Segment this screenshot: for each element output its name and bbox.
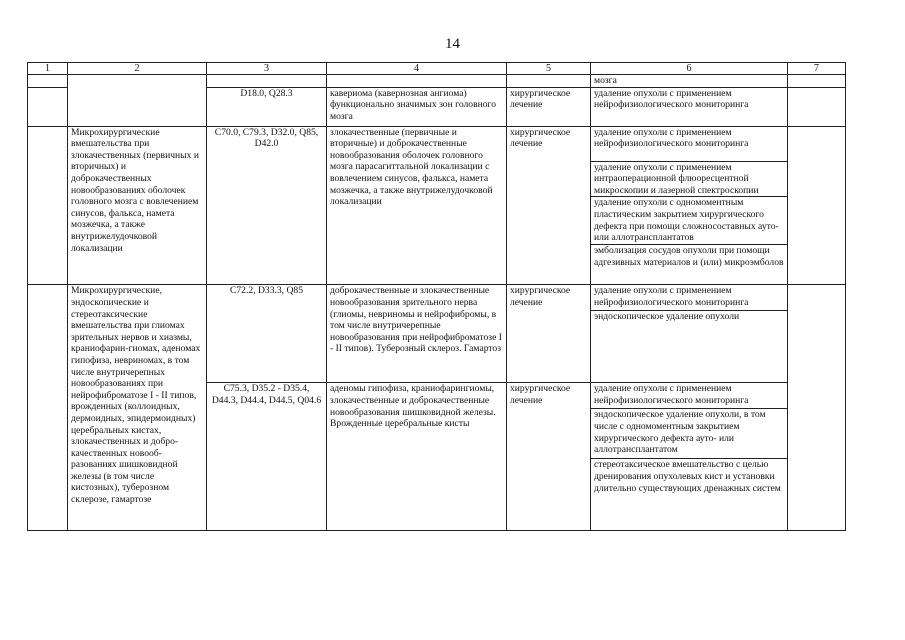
method-cell: мозга	[591, 75, 788, 88]
patient-model: злокачественные (первичные и вторичные) и доброкачественные новообразования оболочек головного мозга парасагиттальной локализации с вовлечением синусов, фалькса, намета мозжечка, а также внутрижелудочковой локализации	[327, 126, 507, 285]
header-cell: 5	[507, 63, 591, 75]
header-cell: 1	[28, 63, 68, 75]
header-cell: 3	[207, 63, 327, 75]
treatment-type: хирургическое лечение	[507, 87, 591, 126]
header-cell: 6	[591, 63, 788, 75]
intervention-name: Микрохирургические вмешательства при злокачественных (первичных и вторичных) и доброкачественных новообразованиях оболочек головного мозга с вовлечением синусов, фалькса, намета мозжечка, а также внутрижелудочковой локализации	[68, 126, 207, 285]
treatment-table	[27, 62, 846, 531]
header-cell: 2	[68, 63, 207, 75]
icd-codes: C72.2, D33.3, Q85	[207, 285, 327, 383]
method-cell: удаление опухоли с применением нейрофизиологического мониторинга	[591, 383, 788, 409]
method-cell: удаление опухоли с применением интраоперационной флюоресцентной микроскопии и лазерной спектроскопии	[591, 161, 788, 197]
treatment-type: хирургическое лечение	[507, 126, 591, 285]
header-row	[28, 63, 846, 75]
header-cell: 4	[327, 63, 507, 75]
page-number: 14	[445, 36, 460, 52]
intervention-name: Микрохирургические, эндоскопические и стереотаксические вмешательства при глиомах зрительных нервов и хиазмы, краниофарин-гиомах, аденомах гипофиза, невриномах, в том числе внутричерепных новообразованиях при нейрофиброматозе I - II типов, врожденных (коллоидных, дермоидных, эпидермоидных) церебральных кистах, злокачественных и добро-качественных новооб-разованиях шишковидной железы (в том числе кистозных), туберозном склерозе, гамартозе	[68, 285, 207, 531]
treatment-type: хирургическое лечение	[507, 383, 591, 531]
method-cell: эмболизация сосудов опухоли при помощи адгезивных материалов и (или) микроэмболов	[591, 245, 788, 285]
patient-model: доброкачественные и злокачественные новообразования зрительного нерва (глиомы, невриномы и нейрофибромы, в том числе внутричерепные новообразования при нейрофиброматозе I - II типов). Туберозный склероз. Гамартоз	[327, 285, 507, 383]
patient-model: кавериома (кавернозная ангиома) функционально значимых зон головного мозга	[327, 87, 507, 126]
method-cell: удаление опухоли с применением нейрофизиологического мониторинга	[591, 126, 788, 161]
method-cell: стереотаксическое вмешательство с целью дренирования опухолевых кист и установки длительно существующих дренажных систем	[591, 459, 788, 531]
icd-codes: D18.0, Q28.3	[207, 87, 327, 126]
method-cell: удаление опухоли с применением нейрофизиологического мониторинга	[591, 285, 788, 311]
method-cell: эндоскопическое удаление опухоли	[591, 311, 788, 383]
patient-model: аденомы гипофиза, краниофарингиомы, злокачественные и доброкачественные новообразования шишковидной железы. Врожденные церебральные кисты	[327, 383, 507, 531]
method-cell: удаление опухоли с одномоментным пластическим закрытием хирургического дефекта при помощи сложносоставных ауто- или аллотрансплантатов	[591, 197, 788, 245]
header-cell: 7	[788, 63, 846, 75]
treatment-type: хирургическое лечение	[507, 285, 591, 383]
table-row	[28, 126, 846, 161]
icd-codes: C70.0, C79.3, D32.0, Q85, D42.0	[207, 126, 327, 285]
method-cell: эндоскопическое удаление опухоли, в том числе с одномоментным закрытием хирургического дефекта ауто- или аллотрансплантатом	[591, 409, 788, 459]
table-row	[28, 75, 846, 88]
method-cell: удаление опухоли с применением нейрофизиологического мониторинга	[591, 87, 788, 126]
table-row	[28, 285, 846, 311]
icd-codes: C75.3, D35.2 - D35.4, D44.3, D44.4, D44.5, Q04.6	[207, 383, 327, 531]
